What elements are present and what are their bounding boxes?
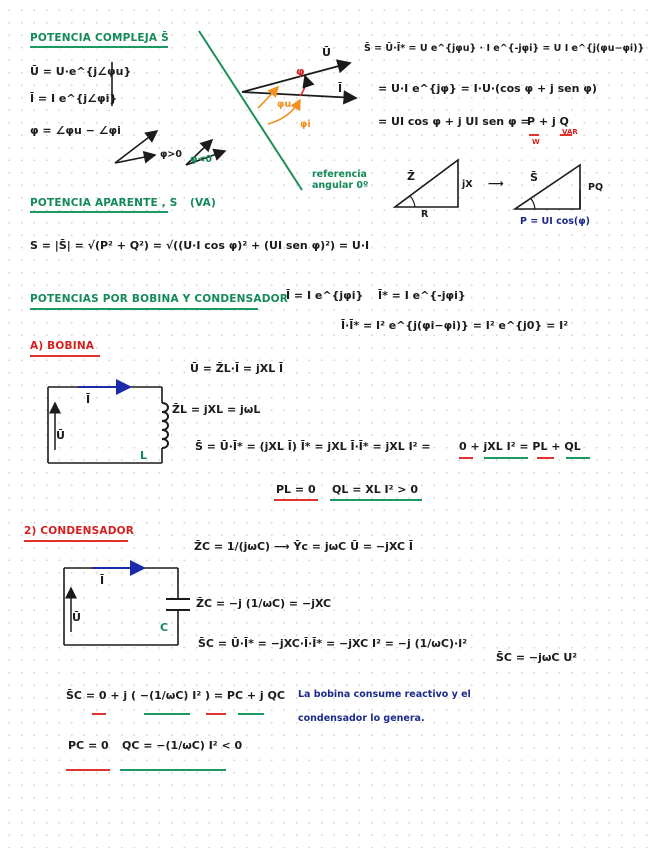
phi-definition: φ = ∠φu − ∠φi xyxy=(30,124,121,137)
bobina-circuit-i: Ī xyxy=(86,393,91,406)
cond-z-eq: Z̄C = 1/(jωC) ⟶ Ȳc = jωC Ū = −jXC Ī xyxy=(194,540,413,553)
phi-arc xyxy=(300,76,306,96)
cond-circuit-c: C xyxy=(160,621,169,634)
triangle-r-label: R xyxy=(421,209,429,220)
complex-power-line-3: = UI cos φ + j UI sen φ = xyxy=(378,115,530,128)
bobina-u-eq: Ū = Z̄L·Ī = jXL Ī xyxy=(190,362,284,375)
bobina-circuit-u: Ū xyxy=(56,429,65,442)
diagram-i-label: Ī xyxy=(338,82,343,95)
inductor-coil xyxy=(162,403,168,448)
triangle-p-label: P = UI cos(φ) xyxy=(520,216,591,227)
w-unit: W xyxy=(532,138,540,146)
reference-note-2: angular 0º xyxy=(312,180,369,191)
cond-note-1: La bobina consume reactivo y el xyxy=(298,689,471,700)
triangle-arrow: ⟶ xyxy=(488,177,504,190)
reference-note-1: referencia xyxy=(312,169,367,180)
diagram-u-label: Ū xyxy=(322,46,331,59)
u-definition: Ū = U·e^{j∠φu} xyxy=(30,65,132,78)
triangle-z-label: Z̄ xyxy=(407,170,415,183)
heading-condensador: 2) CONDENSADOR xyxy=(24,525,135,537)
cond-circuit-i: Ī xyxy=(100,574,105,587)
phi-u-arc xyxy=(258,87,278,108)
heading-potencia-aparente: POTENCIA APARENTE , S xyxy=(30,197,178,209)
impedance-triangle xyxy=(395,160,458,207)
bobina-s-eq-tail: 0 + jXL I² = PL + QL xyxy=(459,440,581,453)
phi-negative-label: φ<0 xyxy=(190,154,213,165)
i-product: Ī·Ī* = I² e^{j(φi−φi)} = I² e^{j0} = I² xyxy=(341,319,569,332)
cond-q-result: QC = −(1/ωC) I² < 0 xyxy=(122,739,243,752)
bobina-circuit xyxy=(48,387,168,463)
apparent-power-formula: S = |S̄| = √(P² + Q²) = √((U·I cos φ)² + (UI sen φ)²) = U·I xyxy=(30,239,370,252)
cond-s-eq: S̄C = Ū·Ī* = −jXC·Ī·Ī* = −jXC I² = −j (1/ωC)·I² xyxy=(198,637,468,650)
triangle-pq-label: PQ xyxy=(588,182,604,193)
bobina-circuit-l: L xyxy=(140,449,148,462)
cond-note-2: condensador lo genera. xyxy=(298,713,425,724)
heading-bobina: A) BOBINA xyxy=(30,340,95,352)
triangle-s-label: S̄ xyxy=(530,171,538,184)
heading-potencias-bobina-condensador: POTENCIAS POR BOBINA Y CONDENSADOR xyxy=(30,293,289,305)
bobina-p-result: PL = 0 xyxy=(276,483,316,496)
i-definition: Ī = I e^{j∠φi} xyxy=(30,92,118,105)
complex-power-line-2: = U·I e^{jφ} = I·U·(cos φ + j sen φ) xyxy=(378,82,597,95)
cond-s-sum: S̄C = 0 + j ( −(1/ωC) I² ) = PC + j QC xyxy=(66,689,285,702)
cond-zc-eq: Z̄C = −j (1/ωC) = −jXC xyxy=(196,597,332,610)
cond-p-result: PC = 0 xyxy=(68,739,109,752)
diagram-phi-u: φu xyxy=(277,99,292,110)
complex-power-line-1: S̄ = Ū·Ī* = U e^{jφu} · I e^{-jφi} = U I e^{j(φu−φi)} xyxy=(364,43,645,54)
cond-s-alt: S̄C = −jωC U² xyxy=(496,651,578,664)
reference-axis xyxy=(199,31,302,190)
i-conj-definition: Ī = I e^{jφi} xyxy=(286,289,364,302)
i-conjugate: Ī* = I e^{-jφi} xyxy=(378,289,466,302)
triangle-jx-label: jX xyxy=(462,179,473,190)
condensador-circuit xyxy=(64,568,190,645)
bobina-q-result: QL = XL I² > 0 xyxy=(332,483,418,496)
diagram-phi-label: φ xyxy=(296,65,305,78)
heading-potencia-compleja: POTENCIA COMPLEJA S̄ xyxy=(30,32,169,44)
cond-circuit-u: Ū xyxy=(72,611,81,624)
phi-pos-sketch xyxy=(115,131,157,163)
complex-power-pq: P + j Q xyxy=(527,115,569,128)
va-unit: (VA) xyxy=(190,197,216,209)
phi-positive-label: φ>0 xyxy=(160,149,183,160)
power-triangle xyxy=(515,165,580,209)
bobina-s-eq: S̄ = Ū·Ī* = (jXL Ī) Ī* = jXL Ī·Ī* = jXL I² = xyxy=(195,440,431,453)
bobina-z-eq: Z̄L = jXL = jωL xyxy=(172,403,261,416)
diagram-phi-i: φi xyxy=(300,119,311,130)
var-unit: VAR xyxy=(562,128,578,136)
